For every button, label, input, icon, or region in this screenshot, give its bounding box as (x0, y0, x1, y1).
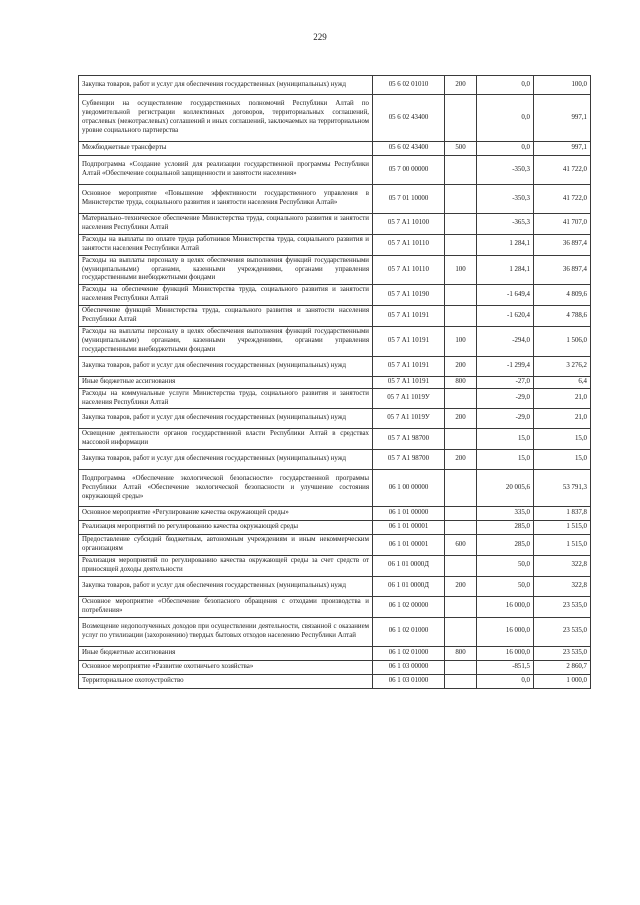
row-name: Расходы на выплаты по оплате труда работников Министерства труда, социального развития и занятости населения Республики Алтай (79, 234, 373, 255)
row-change-amount: 1 284,1 (477, 255, 534, 285)
row-name: Закупка товаров, работ и услуг для обеспечения государственных (муниципальных) нужд (79, 409, 373, 429)
table-row (79, 535, 591, 556)
row-code: 06 1 02 01000 (373, 617, 445, 646)
row-change-amount: 50,0 (477, 576, 534, 596)
row-name: Закупка товаров, работ и услуг для обеспечения государственных (муниципальных) нужд (79, 576, 373, 596)
row-name: Предоставление субсидий бюджетным, автономным учреждениям и иным некоммерческим организациям (79, 535, 373, 556)
row-expense-type (445, 306, 477, 327)
row-total-amount: 322,8 (534, 556, 591, 577)
row-code: 05 7 00 00000 (373, 156, 445, 185)
row-expense-type: 200 (445, 450, 477, 470)
row-total-amount: 2 860,7 (534, 660, 591, 674)
row-code: 05 6 02 43400 (373, 95, 445, 142)
table-row (79, 646, 591, 660)
row-code: 05 7 А1 1019У (373, 409, 445, 429)
row-name: Расходы на выплаты персоналу в целях обеспечения выполнения функций государственными (муниципальными) органами, казенными учреждениями, органами управления государственными внебюджетными фондами (79, 326, 373, 356)
row-change-amount: -851,5 (477, 660, 534, 674)
table-row (79, 429, 591, 450)
row-change-amount: -1 299,4 (477, 356, 534, 376)
table-row (79, 409, 591, 429)
row-total-amount: 4 788,6 (534, 306, 591, 327)
row-expense-type (445, 185, 477, 214)
row-change-amount: 0,0 (477, 95, 534, 142)
budget-table (78, 75, 591, 689)
row-change-amount: -294,0 (477, 326, 534, 356)
table-row (79, 214, 591, 235)
row-expense-type: 200 (445, 76, 477, 95)
row-code: 05 7 А1 10191 (373, 326, 445, 356)
row-code: 05 7 А1 10100 (373, 214, 445, 235)
row-code: 06 1 01 00000 (373, 507, 445, 521)
row-name: Возмещение недополученных доходов при осуществлении деятельности, связанной с оказанием услуг по утилизации (захоронению) твердых бытовых отходов населению Республики Алтай (79, 617, 373, 646)
row-change-amount: 20 005,6 (477, 470, 534, 507)
row-name: Реализация мероприятий по регулированию качества окружающей среды (79, 521, 373, 535)
row-name: Закупка товаров, работ и услуг для обеспечения государственных (муниципальных) нужд (79, 356, 373, 376)
row-code: 06 1 01 00001 (373, 521, 445, 535)
row-total-amount: 15,0 (534, 429, 591, 450)
row-name: Иные бюджетные ассигнования (79, 646, 373, 660)
row-total-amount: 41 722,0 (534, 185, 591, 214)
row-name: Расходы на коммунальные услуги Министерства труда, социального развития и занятости населения Республики Алтай (79, 388, 373, 409)
row-code: 05 7 А1 10110 (373, 255, 445, 285)
row-expense-type: 800 (445, 376, 477, 388)
row-change-amount: 1 284,1 (477, 234, 534, 255)
row-change-amount: 16 000,0 (477, 646, 534, 660)
row-change-amount: 16 000,0 (477, 596, 534, 617)
table-row (79, 356, 591, 376)
page-number: 229 (313, 32, 327, 42)
row-total-amount: 21,0 (534, 388, 591, 409)
row-code: 05 7 А1 10110 (373, 234, 445, 255)
row-change-amount: 285,0 (477, 521, 534, 535)
row-name: Закупка товаров, работ и услуг для обеспечения государственных (муниципальных) нужд (79, 76, 373, 95)
row-total-amount: 3 276,2 (534, 356, 591, 376)
table-row (79, 95, 591, 142)
row-total-amount: 21,0 (534, 409, 591, 429)
row-name: Закупка товаров, работ и услуг для обеспечения государственных (муниципальных) нужд (79, 450, 373, 470)
table-row (79, 376, 591, 388)
row-expense-type (445, 617, 477, 646)
row-code: 06 1 01 0000Д (373, 576, 445, 596)
budget-table-body (79, 76, 591, 689)
row-code: 06 1 01 0000Д (373, 556, 445, 577)
table-row (79, 285, 591, 306)
row-code: 06 1 03 00000 (373, 660, 445, 674)
row-expense-type (445, 95, 477, 142)
table-row (79, 306, 591, 327)
table-row (79, 185, 591, 214)
row-total-amount: 36 897,4 (534, 234, 591, 255)
table-row (79, 388, 591, 409)
row-total-amount: 23 535,0 (534, 646, 591, 660)
row-change-amount: -27,0 (477, 376, 534, 388)
row-change-amount: -350,3 (477, 185, 534, 214)
table-row (79, 156, 591, 185)
row-code: 05 6 02 01010 (373, 76, 445, 95)
row-code: 05 7 А1 98700 (373, 450, 445, 470)
row-code: 06 1 00 00000 (373, 470, 445, 507)
row-expense-type (445, 156, 477, 185)
row-expense-type (445, 429, 477, 450)
row-expense-type: 100 (445, 326, 477, 356)
row-total-amount: 997,1 (534, 95, 591, 142)
row-expense-type (445, 234, 477, 255)
row-total-amount: 23 535,0 (534, 596, 591, 617)
row-name: Основное мероприятие «Регулирование качества окружающей среды» (79, 507, 373, 521)
row-name: Субвенции на осуществление государственных полномочий Республики Алтай по уведомительной регистрации коллективных договоров, территориальных соглашений, отраслевых (межотраслевых) соглашений и иных соглашений, заключаемых на территориальном уровне социального партнерства (79, 95, 373, 142)
row-change-amount: 15,0 (477, 450, 534, 470)
row-expense-type (445, 507, 477, 521)
row-change-amount: 50,0 (477, 556, 534, 577)
row-change-amount: -29,0 (477, 409, 534, 429)
row-name: Межбюджетные трансферты (79, 142, 373, 156)
row-change-amount: 335,0 (477, 507, 534, 521)
row-expense-type: 200 (445, 409, 477, 429)
row-total-amount: 1 837,8 (534, 507, 591, 521)
row-change-amount: 0,0 (477, 674, 534, 688)
table-row (79, 234, 591, 255)
row-expense-type (445, 556, 477, 577)
row-name: Основное мероприятие «Повышение эффективности государственного управления в Министерстве труда, социального развития и занятости населения Республики Алтай» (79, 185, 373, 214)
row-expense-type (445, 596, 477, 617)
row-name: Расходы на выплаты персоналу в целях обеспечения выполнения функций государственными (муниципальными) органами, казенными учреждениями, органами управления государственными внебюджетными фондами (79, 255, 373, 285)
table-row (79, 521, 591, 535)
row-code: 05 6 02 43400 (373, 142, 445, 156)
table-row (79, 470, 591, 507)
row-expense-type (445, 521, 477, 535)
row-total-amount: 322,8 (534, 576, 591, 596)
row-change-amount: -350,3 (477, 156, 534, 185)
row-name: Подпрограмма «Создание условий для реализации государственной программы Республики Алтай «Обеспечение социальной защищенности и занятости населения» (79, 156, 373, 185)
row-name: Иные бюджетные ассигнования (79, 376, 373, 388)
row-expense-type (445, 674, 477, 688)
row-expense-type (445, 214, 477, 235)
row-name: Реализация мероприятий по регулированию качества окружающей среды за счет средств от приносящей доходы деятельности (79, 556, 373, 577)
row-expense-type (445, 470, 477, 507)
row-code: 06 1 03 01000 (373, 674, 445, 688)
table-row (79, 617, 591, 646)
row-expense-type (445, 660, 477, 674)
row-expense-type: 600 (445, 535, 477, 556)
row-change-amount: -365,3 (477, 214, 534, 235)
table-row (79, 596, 591, 617)
row-total-amount: 41 707,0 (534, 214, 591, 235)
row-expense-type (445, 388, 477, 409)
row-total-amount: 1 515,0 (534, 521, 591, 535)
row-name: Основное мероприятие «Обеспечение безопасного обращения с отходами производства и потребления» (79, 596, 373, 617)
row-change-amount: -1 649,4 (477, 285, 534, 306)
row-expense-type: 100 (445, 255, 477, 285)
row-code: 05 7 01 10000 (373, 185, 445, 214)
row-total-amount: 997,1 (534, 142, 591, 156)
table-row (79, 556, 591, 577)
table-row (79, 660, 591, 674)
row-expense-type: 200 (445, 576, 477, 596)
row-total-amount: 100,0 (534, 76, 591, 95)
table-row (79, 326, 591, 356)
row-expense-type: 500 (445, 142, 477, 156)
row-expense-type: 200 (445, 356, 477, 376)
row-total-amount: 36 897,4 (534, 255, 591, 285)
row-code: 05 7 А1 10191 (373, 376, 445, 388)
row-total-amount: 4 809,6 (534, 285, 591, 306)
row-total-amount: 23 535,0 (534, 617, 591, 646)
row-name: Материально–техническое обеспечение Министерства труда, социального развития и занятости населения Республики Алтай (79, 214, 373, 235)
row-code: 06 1 02 00000 (373, 596, 445, 617)
table-row (79, 450, 591, 470)
row-total-amount: 6,4 (534, 376, 591, 388)
row-name: Обеспечение функций Министерства труда, социального развития и занятости населения Республики Алтай (79, 306, 373, 327)
row-code: 05 7 А1 1019У (373, 388, 445, 409)
row-expense-type (445, 285, 477, 306)
row-change-amount: 15,0 (477, 429, 534, 450)
row-total-amount: 15,0 (534, 450, 591, 470)
row-code: 05 7 А1 10190 (373, 285, 445, 306)
row-code: 06 1 02 01000 (373, 646, 445, 660)
row-name: Подпрограмма «Обеспечение экологической безопасности» государственной программы Республики Алтай «Обеспечение экологической безопасности и улучшение состояния окружающей среды» (79, 470, 373, 507)
row-total-amount: 41 722,0 (534, 156, 591, 185)
row-name: Территориальное охотоустройство (79, 674, 373, 688)
row-change-amount: -1 620,4 (477, 306, 534, 327)
row-change-amount: 285,0 (477, 535, 534, 556)
table-row (79, 674, 591, 688)
row-code: 05 7 А1 10191 (373, 356, 445, 376)
row-name: Основное мероприятие «Развитие охотничьего хозяйства» (79, 660, 373, 674)
row-name: Расходы на обеспечение функций Министерства труда, социального развития и занятости населения Республики Алтай (79, 285, 373, 306)
row-total-amount: 1 515,0 (534, 535, 591, 556)
row-change-amount: 0,0 (477, 142, 534, 156)
row-total-amount: 53 791,3 (534, 470, 591, 507)
table-row (79, 76, 591, 95)
row-code: 06 1 01 00001 (373, 535, 445, 556)
table-row (79, 507, 591, 521)
row-total-amount: 1 506,0 (534, 326, 591, 356)
row-code: 05 7 А1 10191 (373, 306, 445, 327)
table-row (79, 142, 591, 156)
row-total-amount: 1 000,0 (534, 674, 591, 688)
row-expense-type: 800 (445, 646, 477, 660)
row-name: Освещение деятельности органов государственной власти Республики Алтай в средствах массовой информации (79, 429, 373, 450)
row-change-amount: 16 000,0 (477, 617, 534, 646)
row-code: 05 7 А1 98700 (373, 429, 445, 450)
table-row (79, 576, 591, 596)
row-change-amount: 0,0 (477, 76, 534, 95)
table-row (79, 255, 591, 285)
row-change-amount: -29,0 (477, 388, 534, 409)
